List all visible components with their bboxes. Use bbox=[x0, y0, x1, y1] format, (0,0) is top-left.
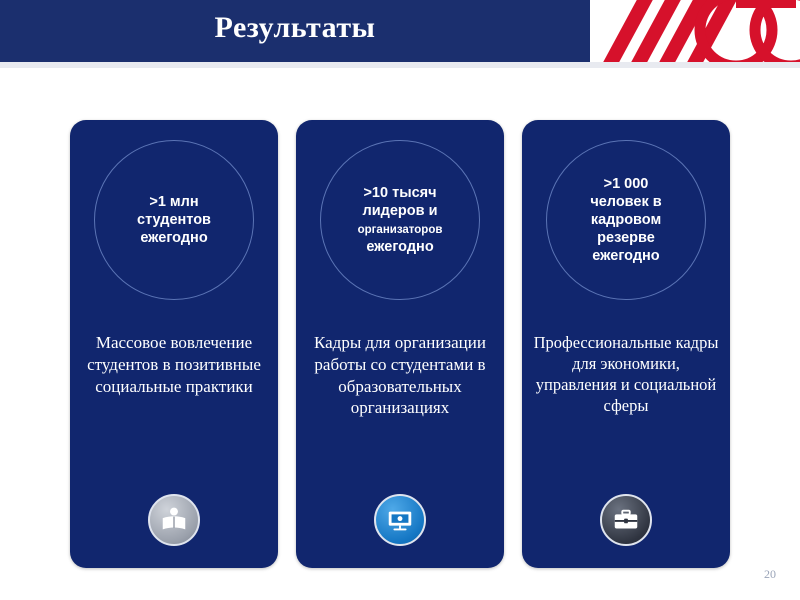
slide-number: 20 bbox=[764, 567, 776, 581]
logo bbox=[590, 0, 800, 62]
stat-line: студентов bbox=[137, 211, 211, 228]
card-leaders bbox=[296, 120, 504, 568]
card-students bbox=[70, 120, 278, 568]
card-description: Кадры для организации работы со студентами в образовательных организациях bbox=[314, 333, 486, 418]
briefcase-icon bbox=[600, 494, 652, 546]
stat-circle-reserve bbox=[546, 140, 706, 300]
stat-line: >1 млн bbox=[149, 193, 199, 210]
reader-icon bbox=[148, 494, 200, 546]
stat-line: человек в bbox=[590, 193, 662, 210]
stat-line: ежегодно bbox=[140, 230, 208, 247]
page-title: Результаты bbox=[214, 11, 376, 44]
card-description: Профессиональные кадры для экономики, управления и социальной сферы bbox=[533, 333, 719, 416]
acyp-logo-icon bbox=[590, 0, 800, 62]
stat-circle-text bbox=[127, 193, 221, 247]
slide-header bbox=[0, 0, 800, 62]
presentation-icon bbox=[374, 494, 426, 546]
stat-line: >1 000 bbox=[603, 175, 649, 192]
stat-line: лидеров и bbox=[362, 202, 438, 219]
stat-circle-leaders bbox=[320, 140, 480, 300]
card-reserve bbox=[522, 120, 730, 568]
slide-body bbox=[0, 68, 800, 600]
stat-line: ежегодно bbox=[592, 248, 660, 265]
stat-line: >10 тысяч bbox=[363, 184, 437, 201]
stat-circle-text bbox=[348, 184, 453, 257]
stat-circle-students bbox=[94, 140, 254, 300]
stat-line: организаторов bbox=[357, 224, 443, 236]
stat-circle-text bbox=[580, 175, 671, 266]
stat-line: ежегодно bbox=[366, 239, 434, 256]
stat-line: резерве bbox=[597, 230, 655, 247]
stat-line: кадровом bbox=[590, 211, 662, 228]
card-description: Массовое вовлечение студентов в позитивные социальные практики bbox=[87, 333, 261, 396]
